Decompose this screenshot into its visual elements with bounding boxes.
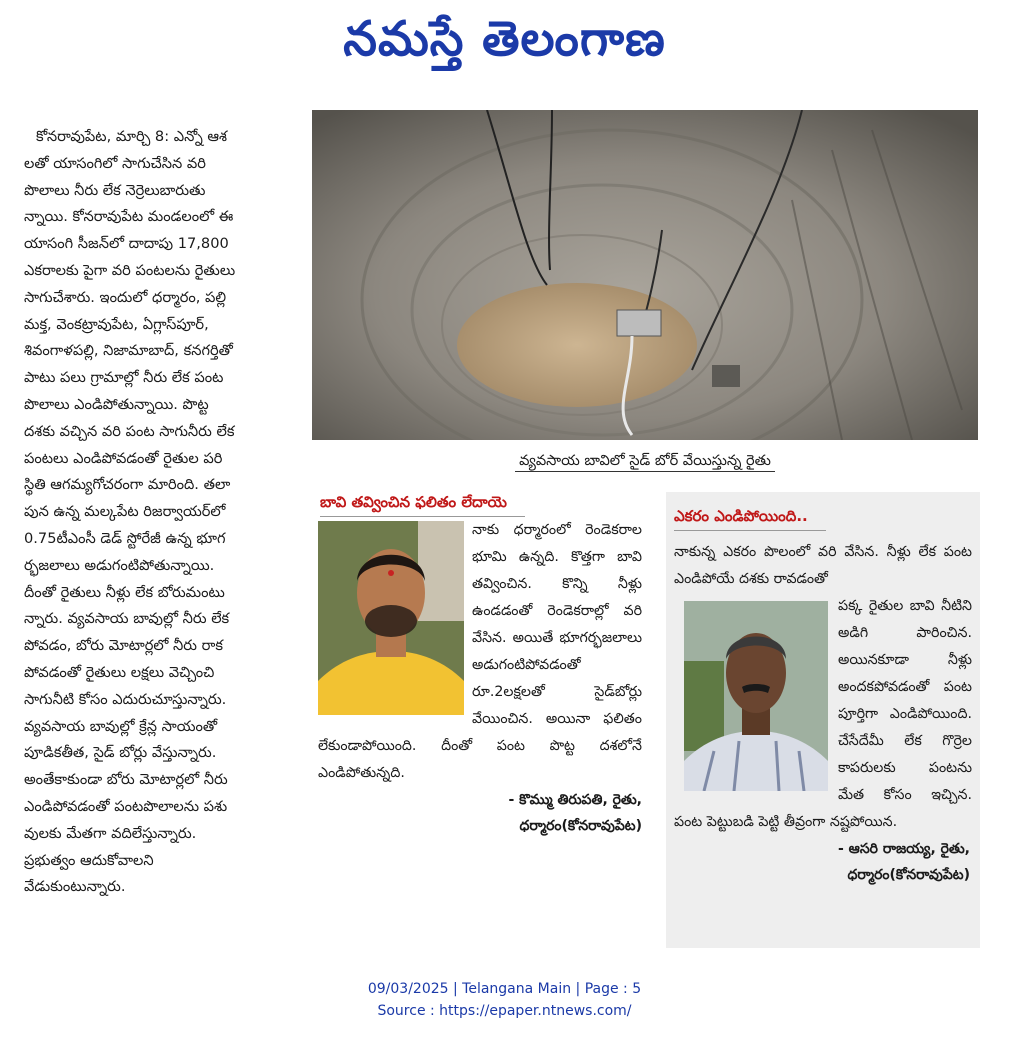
left-story-line: ర్భజలాలు అడుగంటిపోతున్నాయి. [24,556,215,574]
photo-caption [312,446,978,476]
left-story-line: ఎకరాలకు పైగా వరి పంటలను రైతులు [24,261,236,279]
left-story-line: న్నారు. వ్యవసాయ బావుల్లో నీరు లేక [24,610,230,628]
left-story-line: ఎండిపోవడంతో పంటపొలాలను పశు [24,797,228,815]
left-story-line: వ్యవసాయ బావుల్లో క్రేన్ల సాయంతో [24,717,218,735]
left-story-line: న్నాయి. కోనరావుపేట మండలంలో ఈ [24,208,234,226]
farmer-story-1 [318,488,642,839]
left-story-line: స్థితి ఆగమ్యగోచరంగా మారింది. తలా [24,476,231,494]
story2-text-top: నాకున్న ఎకరం పొలంలో వరి వేసిన. నీళ్లు లేక పంట ఎండిపోయే దశకు రావడంతో [674,544,972,587]
left-story-line: పోవడంతో రైతులు లక్షలు వెచ్చించి [24,663,215,681]
farmer2-portrait [684,601,828,791]
left-story-line: సాగునీటి కోసం ఎదురుచూస్తున్నారు. [24,690,227,708]
farmer1-portrait [318,521,464,715]
left-story [24,124,286,901]
story2-byline-name: - ఆసరి రాజయ్య, రైతు, [837,841,970,857]
story1-text: నాకు ధర్మారంలో రెండెకరాల భూమి ఉన్నది. కొత్తగా బావి తవ్వించిన. కొన్ని నీళ్లు ఉండడంతో రెండెకరాల్లో వరి వేసిన. అయితే భూగర్భజలాలు అడుగంటిపోవడంతో రూ.2లక్షలతో సైడ్‌బోర్లు వేయించిన. అయినా ఫలితం లేకుండాపోయింది. దీంతో పంట పొట్ట దశలోనే ఎండిపోతున్నది. [318,522,642,781]
story1-byline-place: ధర్మారం(కోనరావుపేట) [519,818,642,834]
story1-byline-name: - కొమ్ము తిరుపతి, రైతు, [508,792,642,808]
farmer-story-2 [666,492,980,948]
left-story-line: లతో యాసంగిలో సాగుచేసిన వరి [24,154,206,172]
left-story-line: ప్రభుత్వం ఆదుకోవాలని [24,851,154,869]
farmer2-portrait-illustration [684,601,828,791]
footer-source: Source : https://epaper.ntnews.com/ [377,1003,632,1019]
left-story-line: పొలాలు ఎండిపోతున్నాయి. పొట్ట [24,395,209,413]
left-story-line: పున ఉన్న మల్కపేట రిజర్వాయర్‌లో [24,503,226,521]
story2-heading: ఎకరం ఎండిపోయింది.. [674,502,826,531]
farmer1-portrait-illustration [318,521,464,715]
left-story-line: పంటలు ఎండిపోవడంతో రైతుల పరి [24,449,223,467]
story2-body [666,531,980,593]
photo-caption-text: వ్యవసాయ బావిలో సైడ్ బోర్ వేయిస్తున్న రైతు [515,453,775,472]
left-story-line: కోనరావుపేట, మార్చి 8: ఎన్నో ఆశ [36,128,228,145]
left-story-line: పాటు పలు గ్రామాల్లో నీరు లేక పంట [24,369,224,387]
left-story-line: దీంతో రైతులు నీళ్లు లేక బోరుమంటు [24,583,225,601]
footer-date-edition: 09/03/2025 | Telangana Main | Page : 5 [367,981,642,997]
left-story-line: దశకు వచ్చిన వరి పంట సాగునీరు లేక [24,422,235,440]
story2-text: పక్క రైతుల బావి నీటిని అడిగి పారించిన. అయినకూడా నీళ్లు అందకపోవడంతో పంట పూర్తిగా ఎండిపోయింది. చేసేదేమీ లేక గొర్రెల కాపరులకు పంటను మేత కోసం ఇచ్చిన. పంట పెట్టుబడి పెట్టి తీవ్రంగా నష్టపోయిన. [674,598,972,830]
left-story-line: 0.75టీఎంసీ డెడ్ స్టోరేజీ ఉన్న భూగ [24,529,226,547]
left-story-line: పోవడం, బోరు మోటార్లలో నీరు రాక [24,637,224,655]
left-story-line: మక్త, వెంకట్రావుపేట, ఏగ్లాస్‌పూర్, [24,315,209,333]
story1-body [318,517,642,787]
left-story-line: అంతేకాకుండా బోరు మోటార్లలో నీరు [24,771,228,789]
well-photo-illustration [312,110,978,440]
left-story-line: శివంగాళపల్లి, నిజామాబాద్, కనగర్తితో [24,342,233,360]
left-story-line: పూడికతీత, సైడ్ బోర్లు వేస్తున్నారు. [24,744,217,762]
left-story-line: వేడుకుంటున్నారు. [24,878,126,896]
story2-byline-place: ధర్మారం(కోనరావుపేట) [847,867,970,883]
page-footer [0,978,1009,1022]
left-story-line: వులకు మేతగా వదిలేస్తున్నారు. [24,824,197,842]
left-story-line: సాగుచేశారు. ఇందులో ధర్మారం, పల్లి [24,288,227,306]
story1-heading: బావి తవ్వించిన ఫలితం లేదాయె [320,488,525,517]
masthead-title: నమస్తే తెలంగాణ [343,11,666,67]
story2-body-wrap [666,593,980,836]
left-story-line: పొలాలు నీరు లేక నెర్రెలుబారుతు [24,181,206,199]
well-photo [312,110,978,440]
left-story-line: యాసంగి సీజన్‌లో దాదాపు 17,800 [24,235,229,253]
